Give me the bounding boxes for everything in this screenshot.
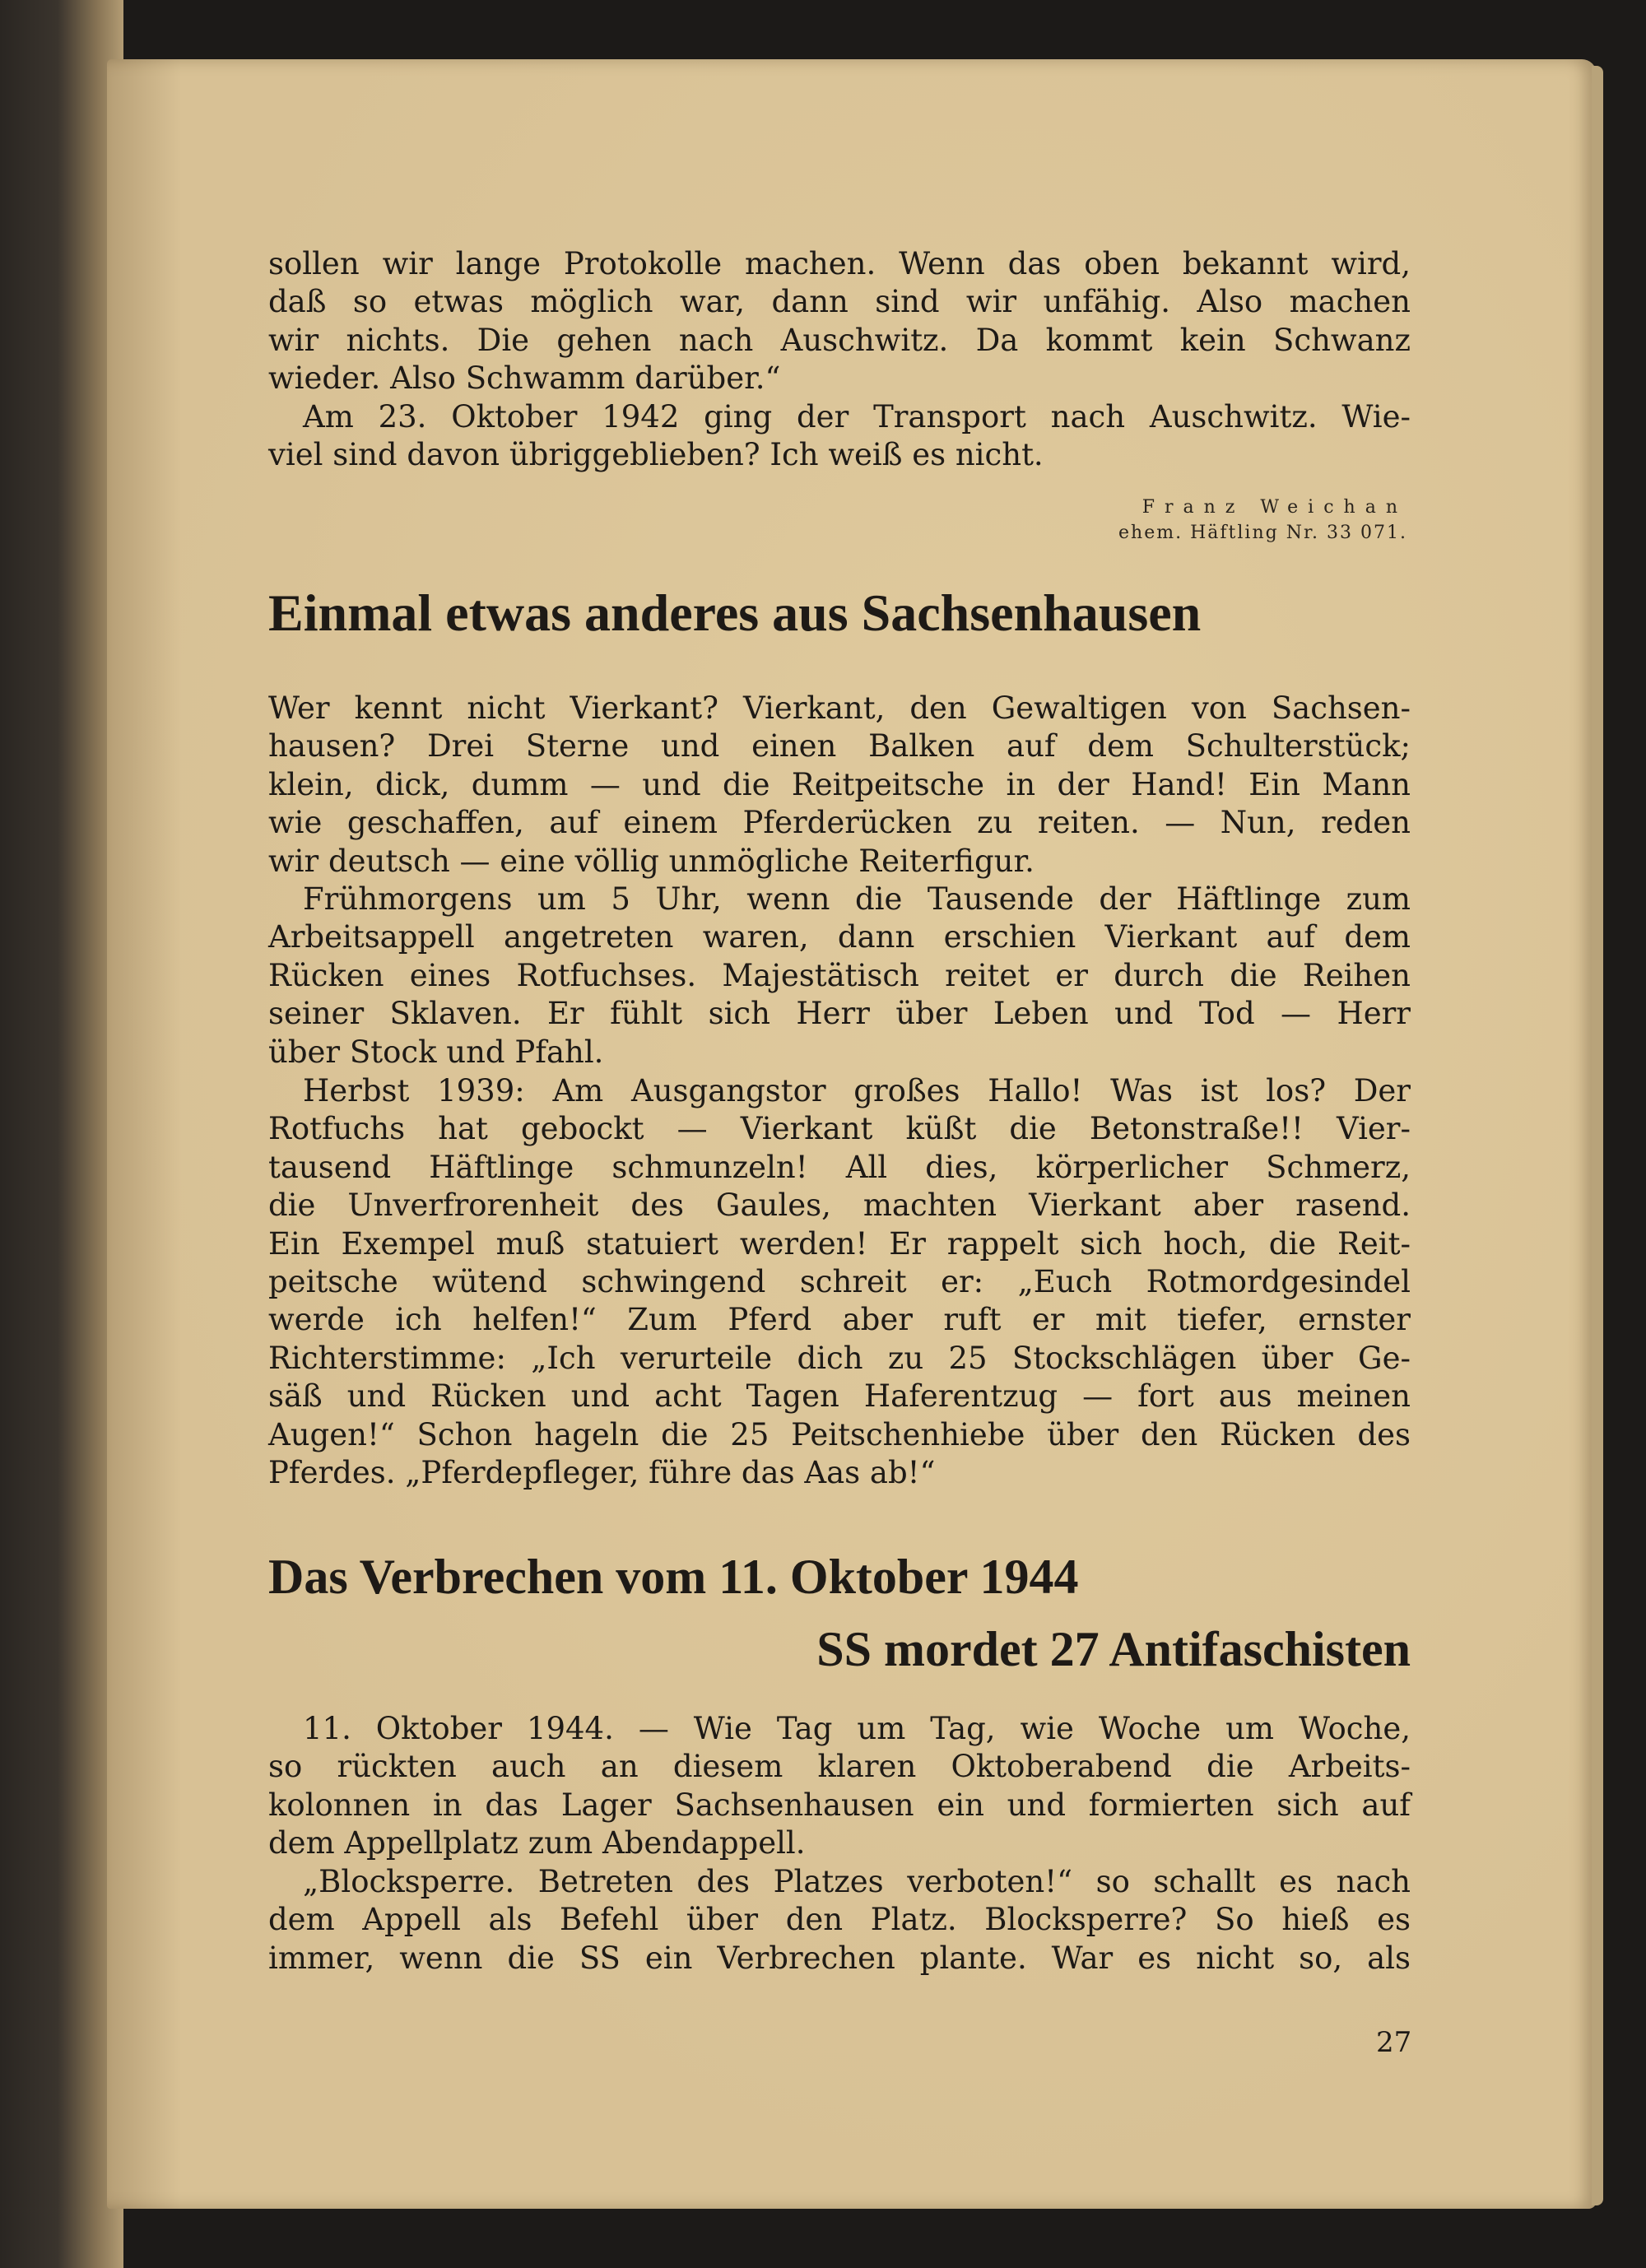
- section-heading-1: Einmal etwas anderes aus Sachsenhausen: [268, 583, 1202, 642]
- section2-paragraph-2: [268, 1863, 1411, 1978]
- text-line: Pferdes. „Pferdepfleger, führe das Aas ab!“: [268, 1455, 936, 1491]
- text-line: viel sind davon übriggeblieben? Ich weiß es nicht.: [268, 437, 1044, 473]
- text-line: dem Appellplatz zum Abendappell.: [268, 1825, 806, 1861]
- section1-paragraph-2: [268, 881, 1411, 1071]
- text-line: hausen? Drei Sterne und einen Balken auf dem Schulterstück;: [268, 728, 1411, 765]
- text-line: Rücken eines Rotfuchses. Majestätisch reitet er durch die Reihen: [268, 957, 1411, 993]
- book-gutter: [0, 0, 123, 2268]
- text-line: über Stock und Pfahl.: [268, 1034, 604, 1070]
- text-line: immer, wenn die SS ein Verbrechen plante. War es nicht so, als: [268, 1940, 1411, 1976]
- section-heading-2-line-1: Das Verbrechen vom 11. Oktober 1944: [268, 1550, 1079, 1604]
- text-line: sollen wir lange Protokolle machen. Wenn das oben bekannt wird,: [268, 246, 1411, 281]
- text-line: Augen!“ Schon hageln die 25 Peitschenhiebe über den Rücken des: [268, 1416, 1411, 1452]
- text-line: werde ich helfen!“ Zum Pferd aber ruft er mit tiefer, ernster: [268, 1302, 1411, 1338]
- text-line: klein, dick, dumm — und die Reitpeitsche in der Hand! Ein Mann: [268, 766, 1411, 802]
- text-line: die Unverfrorenheit des Gaules, machten Vierkant aber rasend.: [268, 1187, 1411, 1224]
- signature: [1118, 497, 1407, 543]
- text-line: seiner Sklaven. Er fühlt sich Herr über Leben und Tod — Herr: [268, 996, 1411, 1032]
- text-line: 11. Oktober 1944. — Wie Tag um Tag, wie Woche um Woche,: [303, 1711, 1411, 1746]
- text-line: tausend Häftlinge schmunzeln! All dies, körperlicher Schmerz,: [268, 1149, 1411, 1185]
- text-line: dem Appell als Befehl über den Platz. Blocksperre? So hieß es: [268, 1902, 1411, 1938]
- text-line: Rotfuchs hat gebockt — Vierkant küßt die Betonstraße!! Vier-: [268, 1111, 1411, 1147]
- text-line: „Blocksperre. Betreten des Platzes verboten!“ so schallt es nach: [303, 1864, 1411, 1899]
- signature-detail: ehem. Häftling Nr. 33 071.: [1118, 523, 1407, 543]
- signature-name: Franz Weichan: [1142, 497, 1407, 518]
- page-number: 27: [1376, 2026, 1412, 2059]
- section1-paragraph-3: [268, 1072, 1411, 1492]
- text-line: Arbeitsappell angetreten waren, dann erschien Vierkant auf dem: [268, 919, 1411, 955]
- text-line: wie geschaffen, auf einem Pferderücken zu reiten. — Nun, reden: [268, 805, 1411, 841]
- text-line: Herbst 1939: Am Ausgangstor großes Hallo! Was ist los? Der: [303, 1073, 1411, 1108]
- text-line: wir deutsch — eine völlig unmögliche Reiterfigur.: [268, 843, 1035, 879]
- top-paragraph: [268, 245, 1411, 474]
- text-line: peitsche wütend schwingend schreit er: „Euch Rotmordgesindel: [268, 1264, 1411, 1300]
- section1-paragraph-1: [268, 690, 1411, 881]
- text-line: Frühmorgens um 5 Uhr, wenn die Tausende der Häftlinge zum: [303, 881, 1411, 917]
- page-edge: [1592, 66, 1603, 2205]
- text-line: wir nichts. Die gehen nach Auschwitz. Da kommt kein Schwanz: [268, 322, 1411, 358]
- section2-paragraph-1: [268, 1710, 1411, 1863]
- text-line: Ein Exempel muß statuiert werden! Er rappelt sich hoch, die Reit-: [268, 1225, 1411, 1262]
- text-line: wieder. Also Schwamm darüber.“: [268, 360, 781, 397]
- text-line: Richterstimme: „Ich verurteile dich zu 25 Stockschlägen über Ge-: [268, 1340, 1411, 1376]
- text-line: säß und Rücken und acht Tagen Haferentzug — fort aus meinen: [268, 1378, 1411, 1415]
- section-heading-2-line-2: SS mordet 27 Antifaschisten: [816, 1622, 1411, 1676]
- text-line: daß so etwas möglich war, dann sind wir unfähig. Also machen: [268, 284, 1411, 320]
- text-line: Am 23. Oktober 1942 ging der Transport nach Auschwitz. Wie-: [303, 398, 1411, 435]
- text-line: Wer kennt nicht Vierkant? Vierkant, den Gewaltigen von Sachsen-: [268, 690, 1411, 726]
- text-line: kolonnen in das Lager Sachsenhausen ein und formierten sich auf: [268, 1787, 1411, 1823]
- text-line: so rückten auch an diesem klaren Oktoberabend die Arbeits-: [268, 1749, 1411, 1785]
